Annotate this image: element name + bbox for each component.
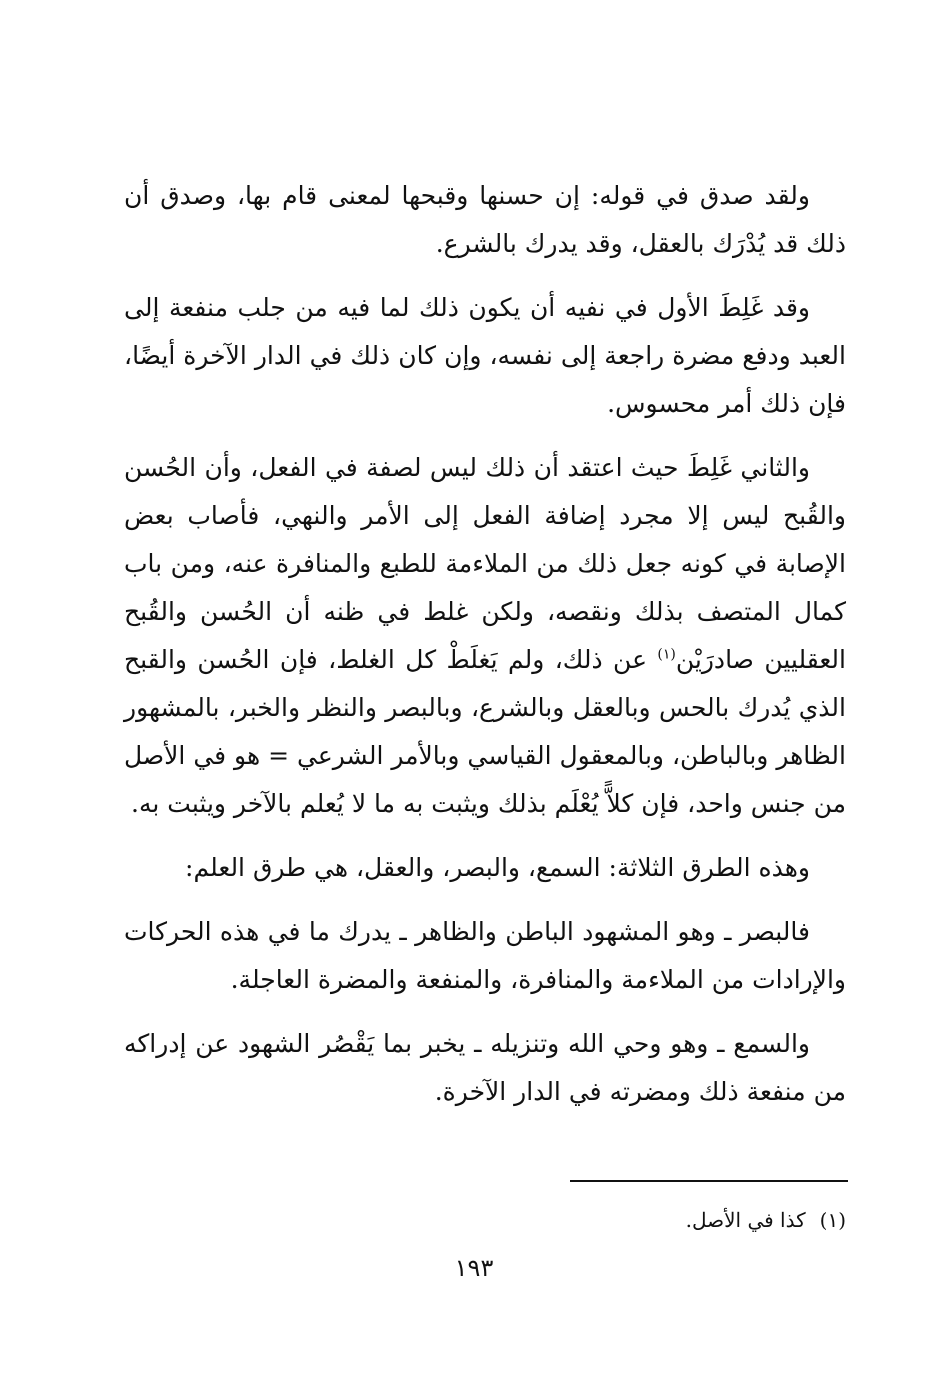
paragraph-3-text-after: عن ذلك، ولم يَغلَطْ كل الغلط، فإن الحُسن والقبح الذي يُدرك بالحس وبالعقل وبالشرع، وبالبصر والنظر والخبر، بالمشهور الظاهر وبالباطن، وبالمعقول القياسي وبالأمر الشرعي = هو في الأصل من جنس واحد، فإن كلاًّ يُعْلَم بذلك ويثبت به ما لا يُعلم بالآخر ويثبت به. (124, 645, 846, 818)
paragraph-2: وقد غَلِطَ الأول في نفيه أن يكون ذلك لما فيه من جلب منفعة إلى العبد ودفع مضرة راجعة إلى نفسه، وإن كان ذلك في الدار الآخرة أيضًا، فإن ذلك أمر محسوس. (124, 293, 846, 418)
paragraph-5: فالبصر ـ وهو المشهود الباطن والظاهر ـ يدرك ما في هذه الحركات والإرادات من الملاءمة والمنافرة، والمنفعة والمضرة العاجلة. (124, 917, 846, 994)
main-text (124, 172, 846, 1132)
footnote (124, 1204, 846, 1236)
paragraph-1: ولقد صدق في قوله: إن حسنها وقبحها لمعنى قام بها، وصدق أن ذلك قد يُدْرَك بالعقل، وقد يدرك بالشرع. (124, 181, 846, 258)
footnote-marker: (١) (657, 646, 676, 663)
paragraph-6: والسمع ـ وهو وحي الله وتنزيله ـ يخبر بما يَقْصُر الشهود عن إدراكه من منفعة ذلك ومضرته في الدار الآخرة. (124, 1029, 846, 1106)
paragraph-3-text-before: والثاني غَلِطَ حيث اعتقد أن ذلك ليس لصفة في الفعل، وأن الحُسن والقُبح ليس إلا مجرد إضافة الفعل إلى الأمر والنهي، فأصاب بعض الإصابة في كونه جعل ذلك من الملاءمة للطبع والمنافرة عنه، ومن باب كمال المتصف بذلك ونقصه، ولكن غلط في ظنه أن الحُسن والقُبح العقليين صادرَيْن (124, 453, 846, 674)
footnote-separator (570, 1180, 848, 1182)
page-number: ١٩٣ (454, 1254, 494, 1282)
paragraph-4: وهذه الطرق الثلاثة: السمع، والبصر، والعقل، هي طرق العلم: (185, 853, 810, 882)
footnote-number: (١) (819, 1208, 846, 1232)
footnote-text: كذا في الأصل. (685, 1208, 806, 1232)
paragraph-3 (124, 444, 846, 828)
